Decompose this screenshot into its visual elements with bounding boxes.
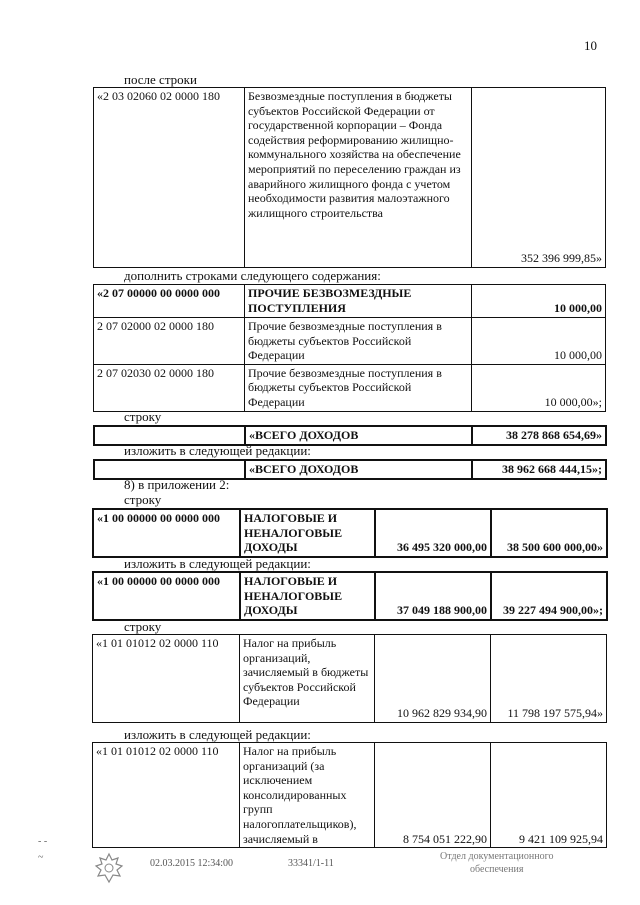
table-row [94,460,606,479]
table-row [93,509,607,557]
budget-amount: 38 962 668 444,15»; [472,460,606,479]
footer-datetime: 02.03.2015 12:34:00 [150,858,234,869]
budget-amount: 10 000,00 [472,285,606,318]
table-row [94,364,606,411]
amount-year-1: 10 962 829 934,90 [375,635,491,723]
after-row-label: после строки [124,72,197,87]
table-row [93,572,607,620]
table-added-rows [93,284,606,412]
budget-name: Безвозмездные поступления в бюджеты субъектов Российской Федерации от государственной корпорации – Фонда содействия реформированию жилищно-коммунального хозяйства на обеспечение мероприятий по переселению граждан из аварийного жилищного фонда с учетом необходимости развития малоэтажного жилищного строительства [245,88,472,268]
margin-mark: - - [38,836,48,847]
appendix-2-label: 8) в приложении 2: [124,477,230,492]
amount-year-1: 8 754 051 222,90 [375,743,491,848]
budget-code: «1 00 00000 00 0000 000 [93,509,240,557]
add-rows-label: дополнить строками следующего содержания: [124,268,381,283]
table-row [93,635,607,723]
row-label-2: строку [124,492,162,507]
budget-amount: 352 396 999,85» [472,88,606,268]
budget-code [94,460,245,479]
row-label-1: строку [124,409,162,424]
budget-code: «1 01 01012 02 0000 110 [93,635,240,723]
budget-name: «ВСЕГО ДОХОДОВ [245,460,472,479]
table-row [94,426,606,445]
stamp-line-1: Отдел документационного [440,851,554,862]
table-tax-new [92,571,608,621]
table-profit-new [92,742,607,848]
budget-name: НАЛОГОВЫЕ И НЕНАЛОГОВЫЕ ДОХОДЫ [240,572,375,620]
amount-year-2: 39 227 494 900,00»; [491,572,607,620]
amount-year-2: 11 798 197 575,94» [491,635,607,723]
table-tax-old [92,508,608,558]
row-label-3: строку [124,619,162,634]
budget-code: «1 00 00000 00 0000 000 [93,572,240,620]
amount-year-2: 9 421 109 925,94 [491,743,607,848]
edit-label-2: изложить в следующей редакции: [124,556,311,571]
budget-code [94,426,245,445]
stamp-line-2: обеспечения [470,864,524,875]
table-profit-old [92,634,607,723]
budget-name: Налог на прибыль организаций (за исключением консолидированных групп налогоплательщиков), зачисляемый в [240,743,375,848]
page-number: 10 [584,38,597,53]
budget-name: Прочие безвозмездные поступления в бюджеты субъектов Российской Федерации [245,364,472,411]
table-after-row [93,87,606,268]
budget-code: «1 01 01012 02 0000 110 [93,743,240,848]
budget-amount: 38 278 868 654,69» [472,426,606,445]
table-row [93,743,607,848]
budget-code: 2 07 02000 02 0000 180 [94,318,245,365]
budget-amount: 10 000,00 [472,318,606,365]
edit-label-3: изложить в следующей редакции: [124,727,311,742]
budget-name: ПРОЧИЕ БЕЗВОЗМЕЗДНЫЕ ПОСТУПЛЕНИЯ [245,285,472,318]
budget-code: «2 03 02060 02 0000 180 [94,88,245,268]
budget-name: НАЛОГОВЫЕ И НЕНАЛОГОВЫЕ ДОХОДЫ [240,509,375,557]
table-row [94,88,606,268]
amount-year-1: 36 495 320 000,00 [375,509,491,557]
amount-year-1: 37 049 188 900,00 [375,572,491,620]
footer-doc-code: 33341/1-11 [288,858,334,869]
budget-code: 2 07 02030 02 0000 180 [94,364,245,411]
budget-amount: 10 000,00»; [472,364,606,411]
amount-year-2: 38 500 600 000,00» [491,509,607,557]
emblem-icon [94,852,124,884]
budget-name: Прочие безвозмездные поступления в бюджеты субъектов Российской Федерации [245,318,472,365]
edit-label-1: изложить в следующей редакции: [124,443,311,458]
budget-name: «ВСЕГО ДОХОДОВ [245,426,472,445]
table-row [94,318,606,365]
budget-name: Налог на прибыль организаций, зачисляемый в бюджеты субъектов Российской Федерации [240,635,375,723]
department-stamp [440,850,553,876]
margin-mark: ~ [38,852,44,863]
table-row [94,285,606,318]
budget-code: «2 07 00000 00 0000 000 [94,285,245,318]
